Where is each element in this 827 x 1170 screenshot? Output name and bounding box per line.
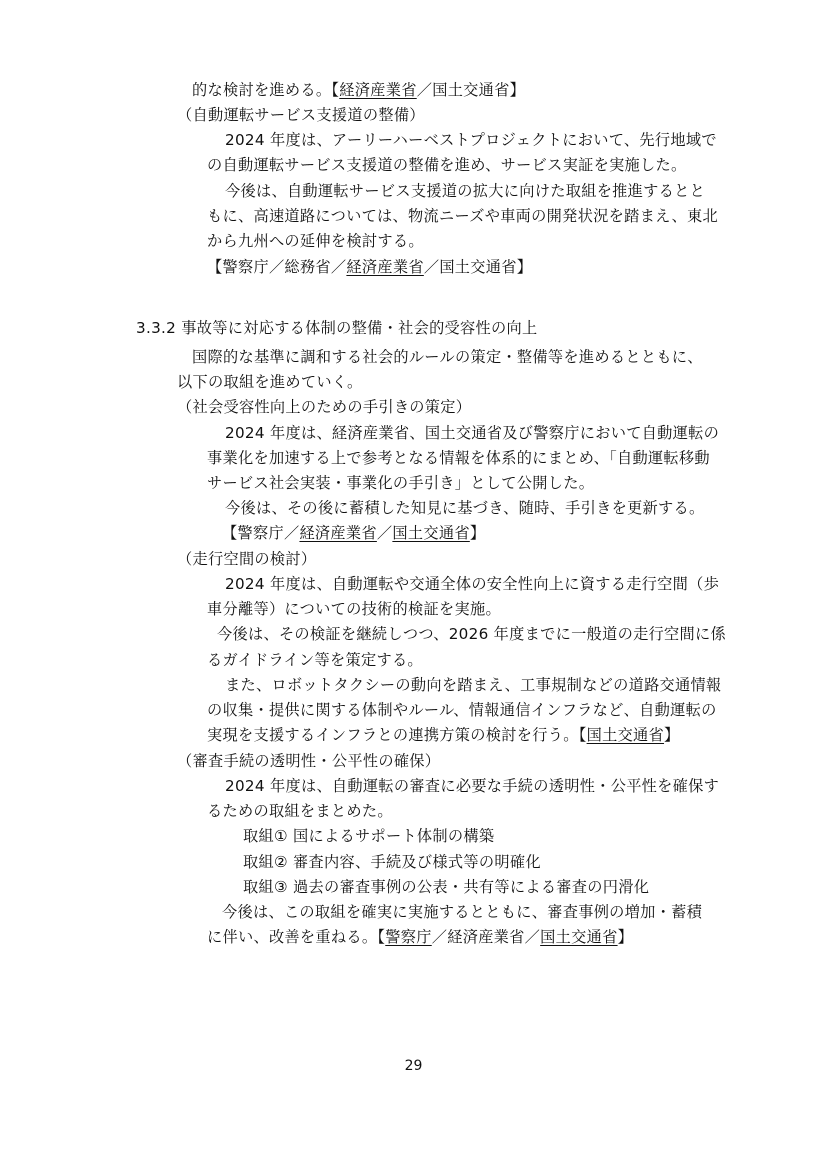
guide-line-2: 事業化を加速する上で参考となる情報を体系的にまとめ、「自動運転移動 [207,449,710,467]
agency-npa: 警察庁 [385,928,432,946]
review-line-3: 今後は、この取組を確実に実施するとともに、審査事例の増加・蓄積 [222,903,703,921]
review-item-2: 取組② 審査内容、手続及び様式等の明確化 [243,853,541,871]
body-text: 的な検討を進める。 [192,81,332,99]
guide-line-3: サービス社会実装・事業化の手引き」として公開した。 [207,474,595,492]
guide-line-4: 今後は、その後に蓄積した知見に基づき、随時、手引きを更新する。 [225,499,705,517]
agency-mlit: 国土交通省 [586,726,665,744]
road-line-4: もに、高速道路については、物流ニーズや車両の開発状況を踏まえ、東北 [207,207,718,225]
agency-meti: 経済産業省 [339,81,417,99]
review-item-3: 取組③ 過去の審査事例の公表・共有等による審査の円滑化 [243,878,650,896]
agency-text: ／ [376,524,393,542]
road-line-1: 2024 年度は、アーリーハーベストプロジェクトにおいて、先行地域で [225,131,717,149]
agency-text: 【警察庁／総務省／ [207,258,347,276]
review-line-2: るための取組をまとめた。 [207,802,393,820]
space-line-7 [207,725,680,745]
heading-road: （自動運転サービス支援道の整備） [177,106,425,124]
agency-text: 【 [377,928,386,946]
heading-guide: （社会受容性向上のための手引きの策定） [177,398,472,416]
agency-meti: 経済産業省 [346,258,424,276]
agency-text: 】 [617,928,634,946]
section-title: 3.3.2 事故等に対応する体制の整備・社会的受容性の向上 [136,319,538,337]
agency-bracket: 【 [331,81,340,99]
body-text: 実現を支援するインフラとの連携方策の検討を行う。 [207,726,579,744]
space-line-2: 車分離等）についての技術的検証を実施。 [207,600,501,618]
road-line-5: から九州への延伸を検討する。 [207,232,424,250]
review-line-4 [207,927,633,947]
road-agencies [207,257,532,277]
intro-line-2: 以下の取組を進めていく。 [177,373,363,391]
review-line-1: 2024 年度は、自動運転の審査に必要な手続の透明性・公平性を確保す [225,777,720,795]
space-line-1: 2024 年度は、自動運転や交通全体の安全性向上に資する走行空間（歩 [225,575,720,593]
agency-text: 【警察庁／ [222,524,300,542]
space-line-6: の収集・提供に関する体制やルール、情報通信インフラなど、自動運転の [207,701,717,719]
page-number: 29 [404,1058,423,1074]
agency-text: ／経済産業省／ [431,928,541,946]
guide-line-1: 2024 年度は、経済産業省、国土交通省及び警察庁において自動運転の [225,424,720,442]
agency-text: 【 [578,726,587,744]
agency-text: ／国土交通省】 [423,258,533,276]
heading-review: （審査手続の透明性・公平性の確保） [177,752,441,770]
agency-meti: 経済産業省 [299,524,377,542]
body-text: に伴い、改善を重ねる。 [207,928,378,946]
space-line-4: るガイドライン等を策定する。 [207,651,423,669]
agency-text: 】 [664,726,680,744]
agency-mlit: 国土交通省 [540,928,618,946]
space-line-5: また、ロボットタクシーの動向を踏まえ、工事規制などの道路交通情報 [225,676,722,694]
agency-text: 】 [469,524,486,542]
road-line-2: の自動運転サービス支援道の整備を進め、サービス実証を実施した。 [207,156,687,174]
road-line-3: 今後は、自動運転サービス支援道の拡大に向けた取組を推進するとと [225,182,706,200]
guide-agencies [222,523,485,543]
heading-space: （走行空間の検討） [177,550,317,568]
continued-paragraph-line [192,80,525,100]
agency-mlit: 国土交通省 [392,524,470,542]
space-line-3: 今後は、その検証を継続しつつ、2026 年度までに一般道の走行空間に係 [217,625,726,643]
agency-rest: ／国土交通省】 [416,81,526,99]
intro-line-1: 国際的な基準に調和する社会的ルールの策定・整備等を進めるとともに、 [192,348,703,366]
review-item-1: 取組① 国によるサポート体制の構築 [243,827,495,845]
